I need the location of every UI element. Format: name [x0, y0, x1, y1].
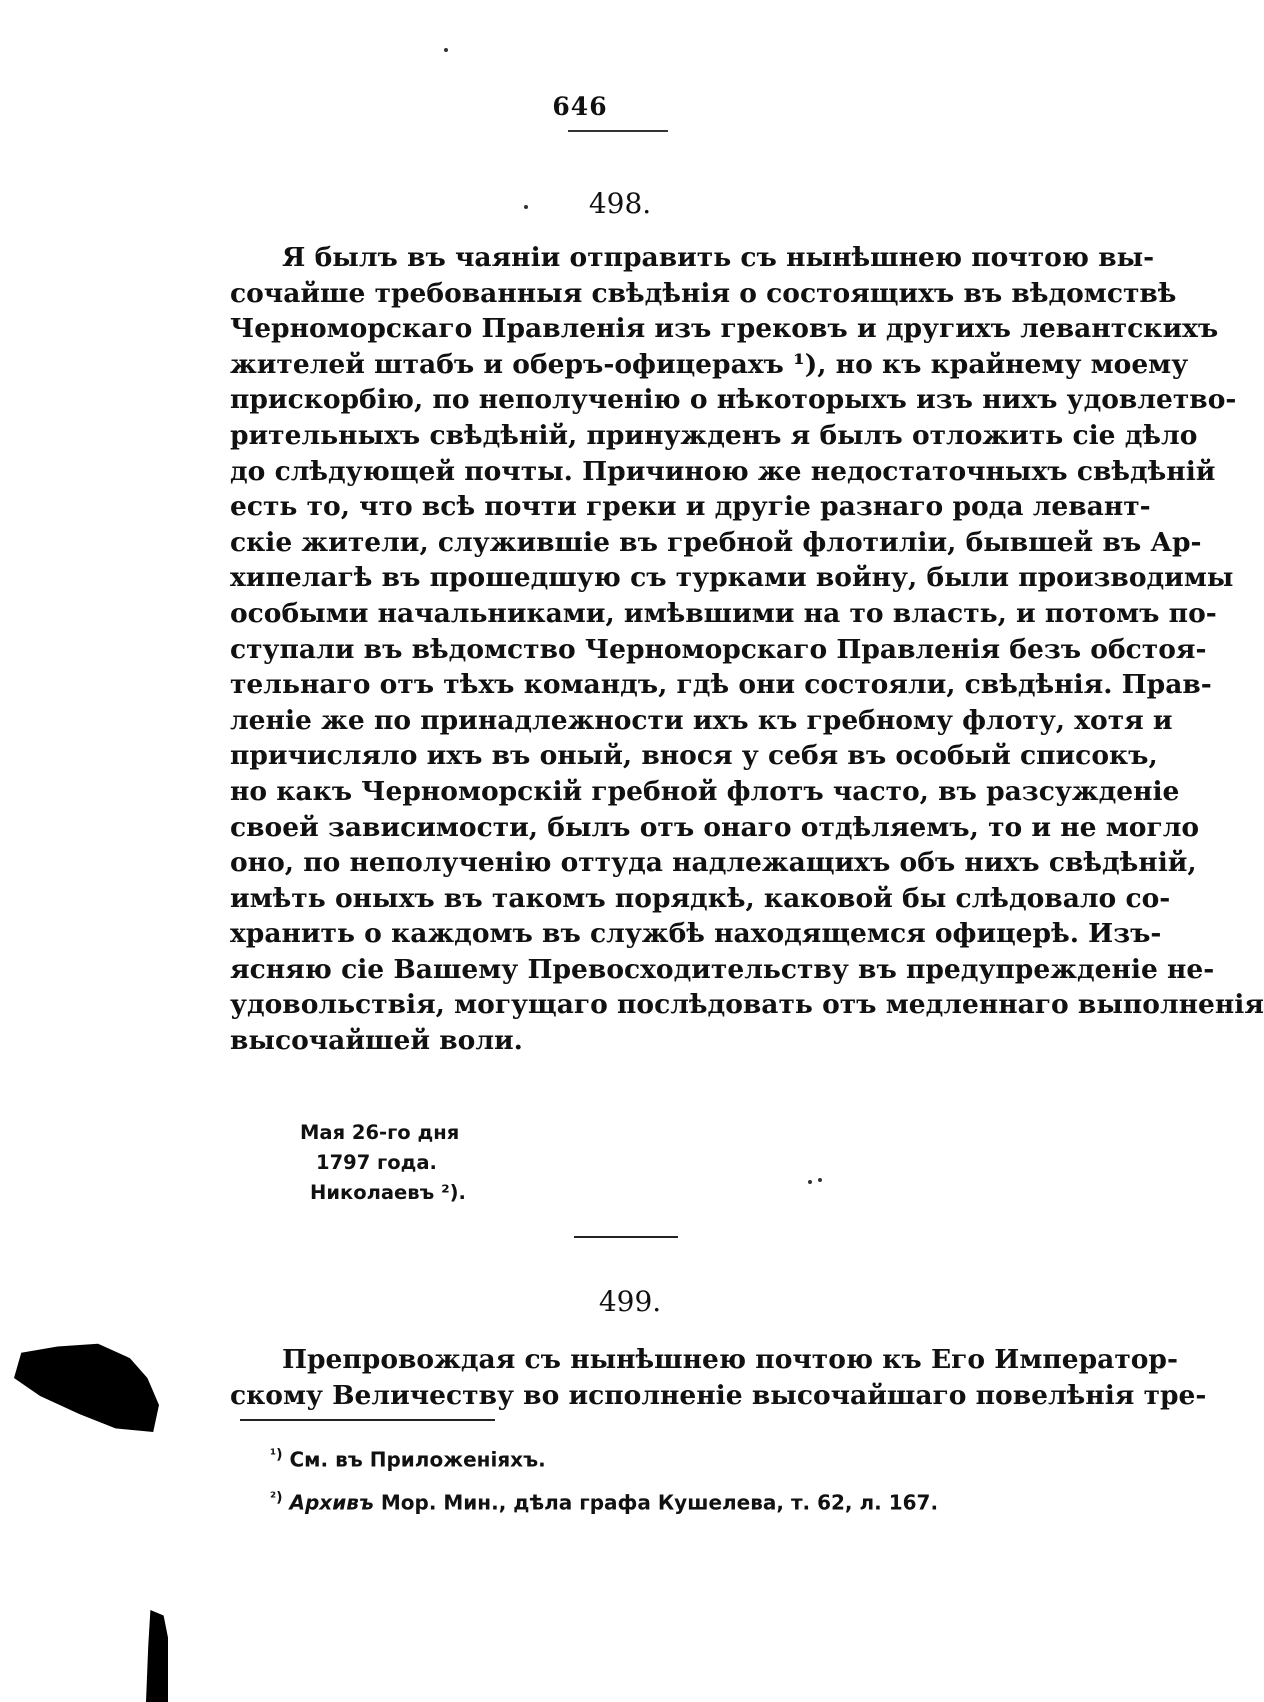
text-line: причисляло ихъ въ оный, внося у себя въ особый списокъ, [230, 740, 1158, 772]
footnote-text: Мор. Мин., дѣла графа Кушелева, т. 62, л. 167. [380, 1490, 939, 1515]
footnote-2 [270, 1479, 938, 1522]
header-rule [568, 130, 668, 132]
scan-speck [808, 1180, 812, 1184]
scan-speck [818, 1178, 822, 1182]
text-line: высочайшей воли. [230, 1025, 523, 1057]
footnote-marker: ¹) [270, 1447, 283, 1463]
text-line: оно, по неполученію оттуда надлежащихъ объ нихъ свѣдѣній, [230, 847, 1197, 879]
signature-date: Мая 26-го дня [300, 1121, 460, 1144]
document-number-498: 498. [588, 187, 652, 220]
text-line: имѣть оныхъ въ такомъ порядкѣ, каковой бы слѣдовало со- [230, 882, 1171, 914]
scan-artifact [146, 1610, 168, 1702]
text-line: Препровождая съ нынѣшнею почтою къ Его Император- [282, 1344, 1178, 1375]
scan-artifact [14, 1342, 159, 1432]
scan-speck [444, 48, 448, 52]
letter-498-body [230, 240, 1264, 1059]
text-line: своей зависимости, былъ отъ онаго отдѣляемъ, то и не могло [230, 811, 1200, 843]
text-line: но какъ Черноморскій гребной флотъ часто, въ разсужденіе [230, 775, 1180, 807]
section-divider [574, 1236, 678, 1238]
text-line: скіе жители, служившіе въ гребной флотиліи, бывшей въ Ар- [230, 526, 1202, 558]
text-line: Черноморскаго Правленія изъ грековъ и другихъ левантскихъ [230, 313, 1219, 345]
text-line: прискорбію, по неполученію о нѣкоторыхъ изъ нихъ удовлетво- [230, 384, 1237, 416]
text-line: особыми начальниками, имѣвшими на то власть, и потомъ по- [230, 597, 1217, 629]
signature-year: 1797 года. [316, 1151, 437, 1174]
text-line: сочайше требованныя свѣдѣнія о состоящихъ въ вѣдомствѣ [230, 277, 1177, 309]
footnote-text: См. въ Приложеніяхъ. [289, 1447, 546, 1472]
scan-speck [524, 205, 528, 209]
page-number: 646 [552, 92, 608, 121]
text-line: до слѣдующей почты. Причиною же недостаточныхъ свѣдѣній [230, 455, 1216, 487]
footnote-1 [270, 1436, 938, 1479]
letter-499-body [230, 1342, 1207, 1413]
footnote-rule [240, 1419, 495, 1421]
signature-block [300, 1118, 466, 1208]
text-line: ясняю сіе Вашему Превосходительству въ предупрежденіе не- [230, 953, 1215, 985]
text-line: хранить о каждомъ въ службѣ находящемся офицерѣ. Изъ- [230, 918, 1162, 950]
text-line: хипелагѣ въ прошедшую съ турками войну, были производимы [230, 562, 1234, 594]
text-line: удовольствія, могущаго послѣдовать отъ медленнаго выполненія [230, 989, 1264, 1021]
text-line: тельнаго отъ тѣхъ командъ, гдѣ они состояли, свѣдѣнія. Прав- [230, 669, 1212, 701]
text-line: Я былъ въ чаяніи отправить съ нынѣшнею почтою вы- [282, 242, 1155, 273]
text-line: жителей штабъ и оберъ-офицерахъ ¹), но къ крайнему моему [230, 348, 1189, 380]
text-line: есть то, что всѣ почти греки и другіе разнаго рода левант- [230, 491, 1151, 523]
signature-place: Николаевъ ²). [310, 1181, 466, 1204]
document-number-499: 499. [598, 1285, 662, 1318]
footnote-italic-source: Архивъ [289, 1490, 374, 1515]
footnote-marker: ²) [270, 1489, 283, 1506]
text-line: ступали въ вѣдомство Черноморскаго Правленія безъ обстоя- [230, 633, 1207, 665]
text-line: рительныхъ свѣдѣній, принужденъ я былъ отложить сіе дѣло [230, 419, 1198, 451]
text-line: скому Величеству во исполненіе высочайшаго повелѣнія тре- [230, 1379, 1207, 1411]
text-line: леніе же по принадлежности ихъ къ гребному флоту, хотя и [230, 704, 1173, 736]
footnotes [270, 1436, 938, 1521]
